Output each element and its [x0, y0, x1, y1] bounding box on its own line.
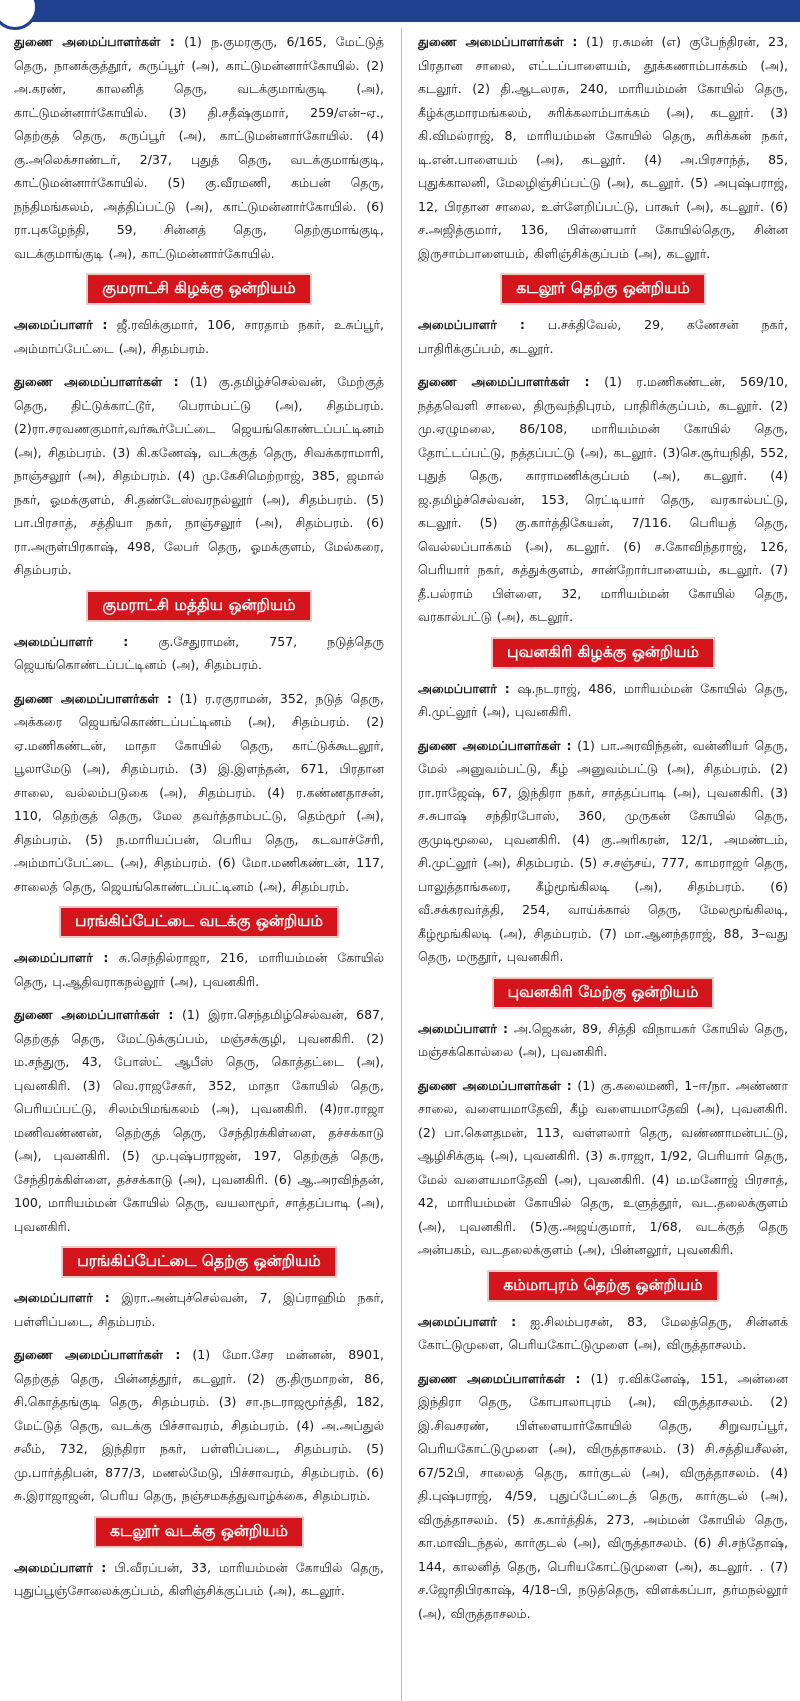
deputy-list: துணை அமைப்பாளர்கள் : (1) ர.சுமன் (எ) குபேந்திரன், 23, பிரதான சாலை, எட்டப்பாளையம், தூக்கணாம்பாக்கம் (அ), கடலூர். (2) தி.ஆடலரசு, 240, மாரியம்மன் கோயில் தெரு, கீழ்க்குமாரமங்கலம், சுரிக்கலாம்பாக்கம் (அ), கடலூர். (3) கி.விமல்ராஜ், 8, மாரியம்மன் கோயில் தெரு, சுரிக்கன் நகர், டி.என்.பாளையம் (அ), கடலூர். (4) அ.பிரசாந்த், 85, புதுக்காலனி, மேலழிஞ்சிப்பட்டு (அ), கடலூர். (5) அபுஷ்பராஜ், 12, பிரதான சாலை, உள்ளேறிப்பட்டு, பாகூர் (அ), கடலூர். (6) ச.அஜித்குமார், 136, பிள்ளையார் கோயில்தெரு, சின்ன இருசாம்பாளையம், கிளிஞ்சிக்குப்பம் (அ), கடலூர்.: [418, 34, 788, 261]
masthead-logo: [0, 0, 38, 30]
section-heading: புவனகிரி கிழக்கு ஒன்றியம்: [493, 639, 713, 667]
deputy-list: துணை அமைப்பாளர்கள் : (1) இரா.செந்தமிழ்செல்வன், 687, தெற்குத் தெரு, மேட்டுக்குப்பம், மஞ்சக்குழி, புவனகிரி. (2) ம.சந்துரு, 43, போஸ்ட் ஆபீஸ் தெரு, கொத்தட்டை (அ), புவனகிரி. (3) வெ.ராஜசேகர், 352, மாதா கோயில் தெரு, பெரியப்பட்டு, சிலம்பிமங்கலம் (அ), புவனகிரி. (4)ரா.ராஜா மணிவண்ணன், தெற்குத் தெரு, சேந்திரக்கிள்ளை, தச்சக்காடு (அ), புவனகிரி. (5) மு.புஷ்பராஜன், 197, தெற்குத் தெரு, சேந்திரக்கிள்ளை, தச்சக்காடு (அ), புவனகிரி. (6) ஆ.அரவிந்தன், 100, மாரியம்மன் கோயில் தெரு, வயலாமூர், சாத்தப்பாடி (அ), புவனகிரி.: [14, 1007, 384, 1234]
section-heading: கடலூர் தெற்கு ஒன்றியம்: [502, 275, 704, 303]
left-column: [14, 30, 384, 1613]
section-heading: புவனகிரி மேற்கு ஒன்றியம்: [494, 979, 713, 1007]
deputy-list: துணை அமைப்பாளர்கள் : (1) கு.தமிழ்ச்செல்வன், மேற்குத் தெரு, திட்டுக்காட்டூர், பெராம்பட்டு (அ), சிதம்பரம். (2)ரா.சரவணகுமார்,வர்கூர்பேட்டை ஜெயங்கொண்டப்பட்டினம் (அ), சிதம்பரம். (3) கி.கணேஷ், வடக்குத் தெரு, சிவக்கராமாரி, நாஞ்சலூர் (அ), சிதம்பரம். (4) மு.கேசிமெற்றாஜ், 385, ஜமால் நகர், ஓமக்குளம், சி.தண்டேஸ்வரநல்லூர் (அ), சிதம்பரம். (5) பா.பிரசாத், சத்தியா நகர், நாஞ்சலூர் (அ), சிதம்பரம். (6) ரா.அருள்பிரகாஷ், 498, லேபர் தெரு, ஓமக்குளம், மேல்கரை, சிதம்பரம்.: [14, 374, 384, 577]
organizer-entry: அமைப்பாளர் : ஐ.சிலம்பரசன், 83, மேலத்தெரு, சின்னக் கோட்டுமுளை, பெரியகோட்டுமுளை (அ), விருத்தாசலம்.: [418, 1313, 789, 1352]
section-heading: குமராட்சி கிழக்கு ஒன்றியம்: [88, 275, 309, 303]
section-heading: பரங்கிப்பேட்டை தெற்கு ஒன்றியம்: [63, 1248, 335, 1276]
header-bar: [0, 0, 800, 22]
organizer-entry: அமைப்பாளர் : இரா.அன்புச்செல்வன், 7, இப்ராஹிம் நகர், பள்ளிப்படை, சிதம்பரம்.: [14, 1290, 384, 1329]
deputy-list: துணை அமைப்பாளர்கள் : (1) ந.குமரகுரு, 6/165, மேட்டுத் தெரு, நானக்குத்தூர், கருப்பூர் (அ), காட்டுமன்னார்கோயில். (2) அ.கரண், காலனித் தெரு, வடக்குமாங்குடி (அ), காட்டுமன்னார்கோயில். (3) தி.சதீஷ்குமார், 259/என்–ஏ., தெற்குத் தெரு, கருப்பூர் (அ), காட்டுமன்னார்கோயில். (4) கு.அலெக்சாண்டர், 2/37, புதுத் தெரு, வடக்குமாங்குடி, காட்டுமன்னார்கோயில். (5) கு.வீரமணி, கம்பன் தெரு, நந்திமங்கலம், அத்திப்பட்டு (அ), காட்டுமன்னார்கோயில். (6) ரா.புகழேந்தி, 59, சின்னத் தெரு, தெற்குமாங்குடி, வடக்குமாங்குடி (அ), காட்டுமன்னார்கோயில்.: [14, 34, 384, 261]
section-heading: கம்மாபுரம் தெற்கு ஒன்றியம்: [489, 1272, 716, 1300]
organizer-entry: அமைப்பாளர் : கு.சேதுராமன், 757, நடுத்தெரு ஜெயங்கொண்டப்பட்டினம் (அ), சிதம்பரம்.: [14, 633, 384, 672]
organizer-entry: அமைப்பாளர் : ப.சக்திவேல், 29, கணேசன் நகர், பாதிரிக்குப்பம், கடலூர்.: [418, 317, 788, 356]
deputy-list: துணை அமைப்பாளர்கள் : (1) ர.மணிகண்டன், 569/10, நத்தவெளி சாலை, திருவந்திபுரம், பாதிரிக்குப்பம், கடலூர். (2) மு.ஏழுமலை, 86/108, மாரியம்மன் கோயில் தெரு, தோட்டப்பட்டு, நத்தப்பட்டு (அ), கடலூர். (3)செ.சூர்யநிதி, 552, புதுத் தெரு, காராமணிக்குப்பம் (அ), கடலூர். (4) ஜ.தமிழ்ச்செல்வன், 153, ரெட்டியார் தெரு, வரகால்பட்டு, கடலூர். (5) கு.கார்த்திகேயன், 7/116. பெரியத் தெரு, வெல்லப்பாக்கம் (அ), கடலூர். (6) ச.கோவிந்தராஜ், 126, பெரியார் நகர், சுத்துக்குளம், சான்றோர்பாளையம், கடலூர். (7) தீ.பல்ராம் பிள்ளை, 32, மாரியம்மன் கோயில் தெரு, வரகால்பட்டு (அ), கடலூர்.: [418, 374, 788, 624]
organizer-entry: அமைப்பாளர் : சு.செந்தில்ராஜா, 216, மாரியம்மன் கோயில் தெரு, பு.ஆதிவராகநல்லூர் (அ), புவனகிரி.: [14, 950, 385, 989]
column-divider: [401, 28, 402, 1701]
section-heading: கடலூர் வடக்கு ஒன்றியம்: [96, 1518, 302, 1546]
organizer-entry: அமைப்பாளர் : ஷ.நடராஜ், 486, மாரியம்மன் கோயில் தெரு, சி.முட்லூர் (அ), புவனகிரி.: [418, 680, 788, 719]
right-column: [418, 30, 788, 1635]
organizer-entry: அமைப்பாளர் : பி.வீரப்பன், 33, மாரியம்மன் கோயில் தெரு, புதுப்பூஞ்சோலைக்குப்பம், கிளிஞ்சிக்குப்பம் (அ), கடலூர்.: [14, 1559, 384, 1598]
organizer-entry: அமைப்பாளர் : அ.ஜெகன், 89, சித்தி விநாயகர் கோயில் தெரு, மஞ்சக்கொல்லை (அ), புவனகிரி.: [418, 1020, 788, 1059]
deputy-list: துணை அமைப்பாளர்கள் : (1) கு.கலைமணி, 1–ஈ/நா. அண்ணா சாலை, வளையமாதேவி, கீழ் வளையமாதேவி (அ), புவனகிரி. (2) பா.கௌதமன், 113, வள்ளலார் தெரு, வண்ணாமன்பட்டு, ஆழிசிக்குடி (அ), புவனகிரி. (3) சு.ராஜா, 1/92, பெரியார் தெரு, மேல் வளையமாதேவி (அ), புவனகிரி. (4) ம.மனோஜ் பிரசாத், 42, மாரியம்மன் கோயில் தெரு, உளுத்தூர், வட.தலைக்குளம் (அ), புவனகிரி. (5)கு.அஜய்குமார், 1/68, வடக்குத் தெரு அன்பகம், வடதலைக்குளம் (அ), பின்னலூர், புவனகிரி.: [418, 1077, 788, 1257]
deputy-list: துணை அமைப்பாளர்கள் : (1) பா.அரவிந்தன், வன்னியர் தெரு, மேல் அனுவம்பட்டு, கீழ் அனுவம்பட்டு (அ), சிதம்பரம். (2) ரா.ராஜேஷ், 67, இந்திரா நகர், சாத்தப்பாடி (அ), புவனகிரி. (3) ச.சுபாஷ் சந்திரபோஸ், 360, முருகன் கோயில் தெரு, குமுடிமூலை, புவனகிரி. (4) கு.அரிகரன், 12/1, அமண்டம், சி.முட்லூர் (அ), சிதம்பரம். (5) ச.சஞ்சய், 777, காமராஜர் தெரு, பாலுத்தாங்கரை, கீழ்மூங்கிலடி (அ), சிதம்பரம். (6) வீ.சக்கரவர்த்தி, 254, வாய்க்கால் தெரு, மேலமூங்கிலடி, கீழ்மூங்கிலடி (அ), சிதம்பரம். (7) மா.ஆனந்தராஜ், 88, 3–வது தெரு, மருதூர், புவனகிரி.: [418, 737, 788, 964]
deputy-list: துணை அமைப்பாளர்கள் : (1) மோ.சேர மன்னன், 8901, தெற்குத் தெரு, பின்னத்தூர், கடலூர். (2) கு.திருமாறன், 86, சி.கொத்தங்குடி தெரு, சிதம்பரம். (3) சா.நடராஜமூர்த்தி, 182, மேட்டுத் தெரு, வடக்கு பிச்சாவரம், சிதம்பரம். (4) அ.அப்துல் சலீம், 732, இந்திரா நகர், பள்ளிப்படை, சிதம்பரம். (5) மு.பார்த்திபன், 877/3, மணல்மேடு, பிச்சாவரம், சிதம்பரம். (6) சு.இராஜாஜன், பெரிய தெரு, நஞ்சமகத்துவாழ்க்கை, சிதம்பரம்.: [14, 1347, 384, 1503]
deputy-list: துணை அமைப்பாளர்கள் : (1) ர.ரகுராமன், 352, நடுத் தெரு, அக்கரை ஜெயங்கொண்டப்பட்டினம் (அ), சிதம்பரம். (2) ஏ.மணிகண்டன், மாதா கோயில் தெரு, காட்டுக்கூடலூர், பூலாமேடு (அ), சிதம்பரம். (3) இ.இளந்தன், 671, பிரதான சாலை, வல்லம்படுகை (அ), சிதம்பரம். (4) ர.கண்ணதாசன், 110, தெற்குத் தெரு, மேல தவர்த்தாம்பட்டு, தெம்மூர் (அ), சிதம்பரம். (5) ந.மாரியப்பன், பெரிய தெரு, கடவாச்சேரி, அம்மாப்பேட்டை (அ), சிதம்பரம். (6) மோ.மணிகண்டன், 117, சாலைத் தெரு, ஜெயங்கொண்டப்பட்டினம் (அ), சிதம்பரம்.: [14, 690, 384, 894]
section-heading: குமராட்சி மத்திய ஒன்றியம்: [88, 592, 309, 620]
organizer-entry: அமைப்பாளர் : ஜீ.ரவிக்குமார், 106, சாரதாம் நகர், உசுப்பூர், அம்மாப்பேட்டை (அ), சிதம்பரம்.: [14, 317, 385, 356]
deputy-list: துணை அமைப்பாளர்கள் : (1) ர.விக்னேஷ், 151, அன்னை இந்திரா தெரு, கோபாலாபுரம் (அ), விருத்தாசலம். (2) இ.சிவசரண், பிள்ளையார்கோயில் தெரு, சிறுவரப்பூர், பெரியகோட்டுமுளை (அ), விருத்தாசலம். (3) சி.சத்தியசீலன், 67/52பி, சாலைத் தெரு, கார்குடல் (அ), விருத்தாசலம். (4) தி.புஷ்பராஜ், 4/59, புதுப்பேட்டைத் தெரு, கார்குடல் (அ), விருத்தாசலம். (5) க.கார்த்திக், 273, அம்மன் கோயில் தெரு, கா.மாவிடந்தல், கார்குடல் (அ), விருத்தாசலம். (6) சி.சந்தோஷ், 144, காலனித் தெரு, பெரியகோட்டுமுளை (அ), கடலூர். . (7) ச.ஜோதிபிரகாஷ், 4/18–பி, நடுத்தெரு, விளக்கப்பா, தர்மநல்லூர் (அ), விருத்தாசலம்.: [418, 1370, 788, 1621]
section-heading: பரங்கிப்பேட்டை வடக்கு ஒன்றியம்: [61, 908, 337, 936]
